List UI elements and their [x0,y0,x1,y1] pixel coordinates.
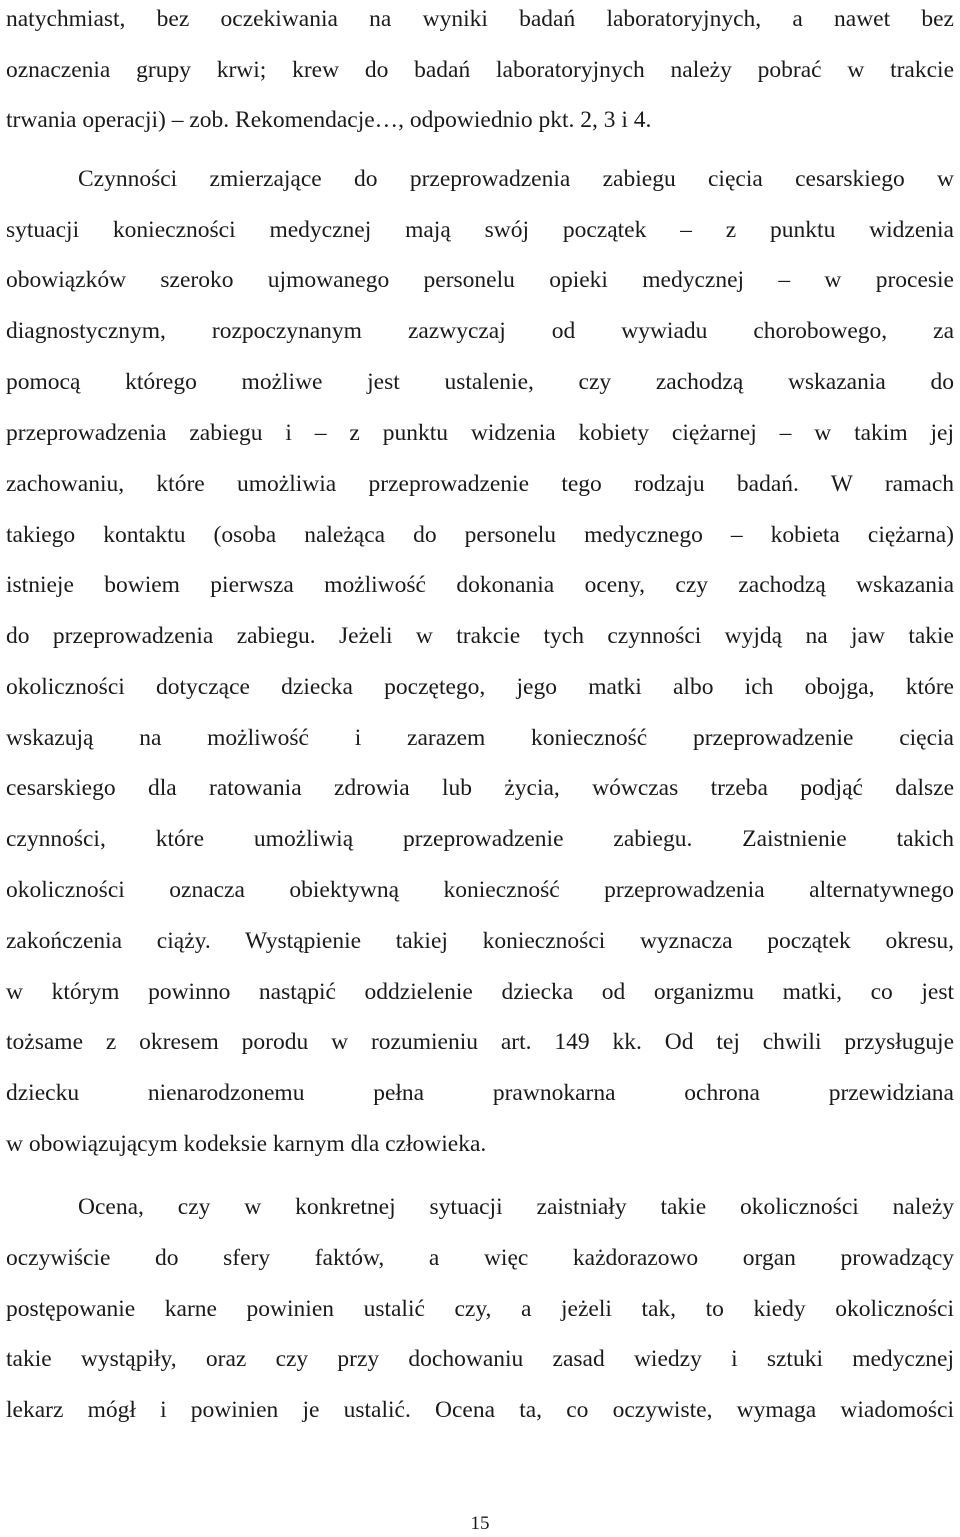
text-line: obowiązków szeroko ujmowanego personelu opieki medycznej – w procesie [6,267,954,293]
text-line: diagnostycznym, rozpoczynanym zazwyczaj od wywiadu chorobowego, za [6,318,954,344]
text-line: przeprowadzenia zabiegu i – z punktu widzenia kobiety ciężarnej – w takim jej [6,420,954,446]
text-line: okoliczności dotyczące dziecka poczętego, jego matki albo ich obojga, które [6,674,954,700]
text-line: istnieje bowiem pierwsza możliwość dokonania oceny, czy zachodzą wskazania [6,572,954,598]
text-line: tożsame z okresem porodu w rozumieniu art. 149 kk. Od tej chwili przysługuje [6,1029,954,1055]
paragraph-first-line: Czynności zmierzające do przeprowadzenia zabiegu cięcia cesarskiego w [78,166,954,192]
page-number: 15 [470,1513,490,1534]
text-line: lekarz mógł i powinien je ustalić. Ocena ta, co oczywiste, wymaga wiadomości [6,1397,954,1423]
text-line: oczywiście do sfery faktów, a więc każdorazowo organ prowadzący [6,1245,954,1271]
text-line: zachowaniu, które umożliwia przeprowadzenie tego rodzaju badań. W ramach [6,471,954,497]
text-line: trwania operacji) – zob. Rekomendacje…, odpowiednio pkt. 2, 3 i 4. [6,107,652,133]
text-line: postępowanie karne powinien ustalić czy, a jeżeli tak, to kiedy okoliczności [6,1296,954,1322]
text-line: okoliczności oznacza obiektywną konieczność przeprowadzenia alternatywnego [6,877,954,903]
paragraph-first-line: Ocena, czy w konkretnej sytuacji zaistniały takie okoliczności należy [78,1194,954,1220]
text-line: dziecku nienarodzonemu pełna prawnokarna ochrona przewidziana [6,1080,954,1106]
text-line: natychmiast, bez oczekiwania na wyniki badań laboratoryjnych, a nawet bez [6,6,954,32]
text-line: zakończenia ciąży. Wystąpienie takiej konieczności wyznacza początek okresu, [6,928,954,954]
text-line: w którym powinno nastąpić oddzielenie dziecka od organizmu matki, co jest [6,979,954,1005]
text-line: w obowiązującym kodeksie karnym dla człowieka. [6,1131,487,1157]
text-line: takie wystąpiły, oraz czy przy dochowaniu zasad wiedzy i sztuki medycznej [6,1346,954,1372]
text-line: czynności, które umożliwią przeprowadzenie zabiegu. Zaistnienie takich [6,826,954,852]
text-line: cesarskiego dla ratowania zdrowia lub życia, wówczas trzeba podjąć dalsze [6,775,954,801]
text-line: sytuacji konieczności medycznej mają swój początek – z punktu widzenia [6,217,954,243]
text-line: wskazują na możliwość i zarazem konieczność przeprowadzenie cięcia [6,725,954,751]
text-line: takiego kontaktu (osoba należąca do personelu medycznego – kobieta ciężarna) [6,522,954,548]
text-line: oznaczenia grupy krwi; krew do badań laboratoryjnych należy pobrać w trakcie [6,57,954,83]
text-line: pomocą którego możliwe jest ustalenie, czy zachodzą wskazania do [6,369,954,395]
text-line: do przeprowadzenia zabiegu. Jeżeli w trakcie tych czynności wyjdą na jaw takie [6,623,954,649]
